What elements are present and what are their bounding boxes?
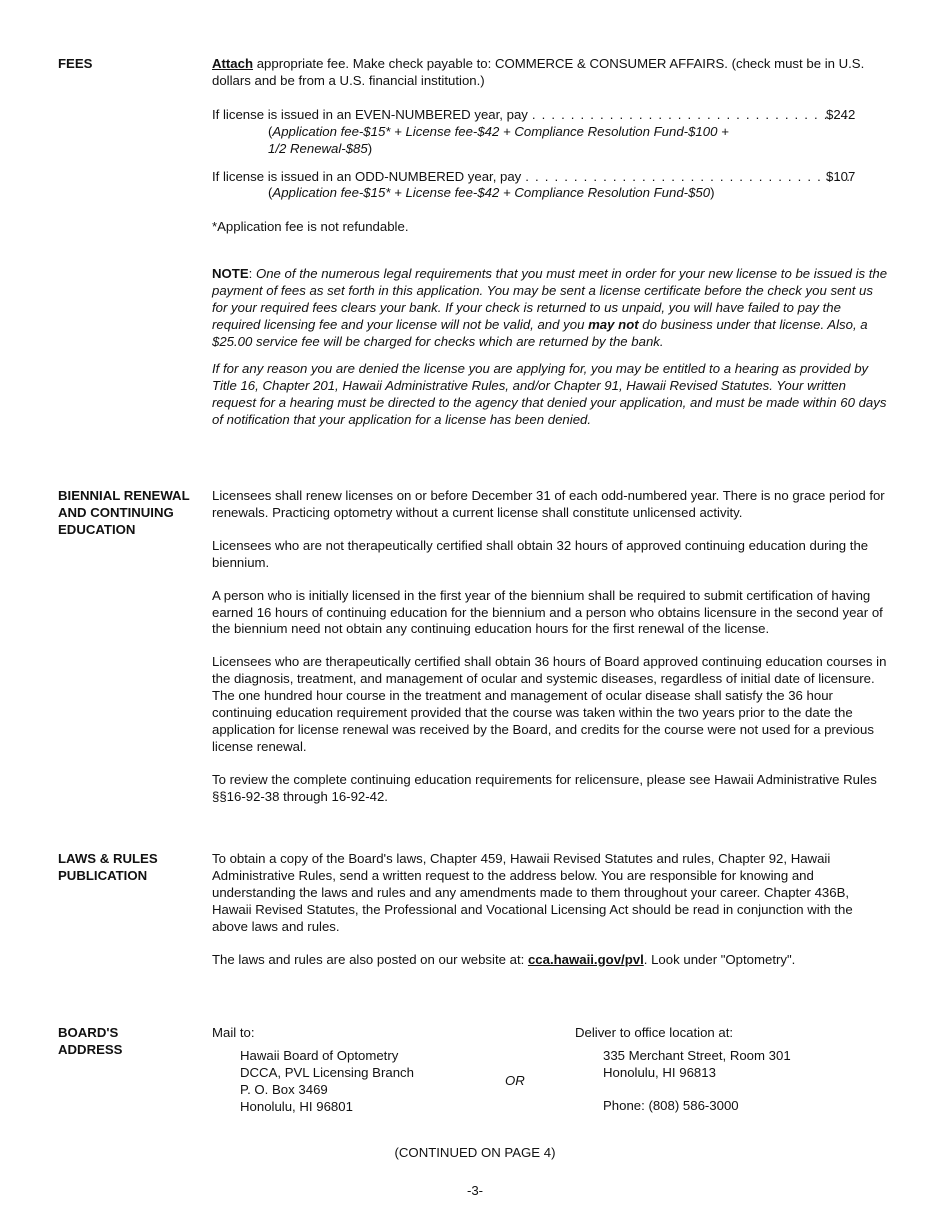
renewal-paragraph-2: Licensees who are not therapeutically certified shall obtain 32 hours of approved continuing education during the biennium. xyxy=(212,537,869,570)
laws-paragraph-1: To obtain a copy of the Board's laws, Chapter 459, Hawaii Revised Statutes and rules, Chapter 92, Hawaii Administrative Rules, send a written request to the address below. You are responsible for knowing and understanding the laws and rules and any amendments made to them throughout your career. Chapter 436B, Hawaii Revised Statutes, the Professional and Vocational Licensing Act should be read in conjunction with the above laws and rules. xyxy=(212,851,853,934)
deliver-line: 335 Merchant Street, Room 301 xyxy=(603,1047,791,1063)
laws-paragraph-2: The laws and rules are also posted on our website at: cca.hawaii.gov/pvl. Look under "Optometry". xyxy=(212,951,796,967)
deliver-heading: Deliver to office location at: xyxy=(575,1025,734,1040)
even-year-text: If license is issued in an EVEN-NUMBERED year, pay xyxy=(212,106,528,122)
odd-year-text: If license is issued in an ODD-NUMBERED year, pay xyxy=(212,168,522,184)
even-year-detail-2: 1/2 Renewal-$85 xyxy=(268,140,368,156)
hearing-note: If for any reason you are denied the license you are applying for, you may be entitled to a hearing as provided by Title 16, Chapter 201, Hawaii Administrative Rules, and/or Chapter 91, Hawaii Revised Statutes. Your written request for a hearing must be directed to the agency that denied your application, and must be made within 60 days of notification that your application for a license has been denied. xyxy=(212,360,887,427)
fees-label: FEES xyxy=(58,56,93,71)
continued-note: (CONTINUED ON PAGE 4) xyxy=(394,1145,556,1160)
renewal-paragraph-1: Licensees shall renew licenses on or before December 31 of each odd-numbered year. There is no grace period for renewals. Practicing optometry without a current license shall constitute unlicensed activity. xyxy=(212,488,885,520)
deliver-line: Honolulu, HI 96813 xyxy=(603,1064,716,1080)
even-year-amount: $242 xyxy=(826,106,856,122)
renewal-paragraph-5: To review the complete continuing education requirements for relicensure, please see Hawaii Administrative Rules §§16-92-38 through 16-92-42. xyxy=(212,771,877,804)
mail-line: Honolulu, HI 96801 xyxy=(240,1098,353,1114)
renewal-paragraph-4: Licensees who are therapeutically certified shall obtain 36 hours of Board approved continuing education courses in the diagnosis, treatment, and management of ocular and systemic diseases, regardless of initial date of licensure. The one hundred hour course in the treatment and management of ocular disease shall satisfy the 36 hour continuing education requirement provided that the course was taken within the two years prior to the date the application for license renewal was received by the Board, and credits for the course were not used for a previous license renewal. xyxy=(212,654,887,754)
renewal-paragraph-3: A person who is initially licensed in the first year of the biennium shall be required to submit certification of having earned 16 hours of continuing education for the biennium and a person who obtains licensure in the second year of the biennium need not obtain any continuing education hours for the first renewal of the license. xyxy=(212,587,883,637)
odd-year-detail: Application fee-$15* + License fee-$42 + Compliance Resolution Fund-$50 xyxy=(272,185,711,201)
payment-note: NOTE: One of the numerous legal requirements that you must meet in order for your new license to be issued is the payment of fees as set forth in this application. You may be sent a license certificate before the check you sent us for your required fees clears your bank. If your check is returned to us unpaid, you will have failed to pay the required licensing fee and your license will not be valid, and you may not do business under that license. Also, a $25.00 service fee will be charged for checks which are returned by the bank. xyxy=(212,266,888,349)
website-link[interactable]: cca.hawaii.gov/pvl xyxy=(527,951,644,967)
attach-fee-instructions: Attach appropriate fee. Make check payable to: COMMERCE & CONSUMER AFFAIRS. (check must be in U.S. dollars and be from a U.S. financial institution.) xyxy=(212,56,865,88)
deliver-address-block xyxy=(575,1025,791,1115)
dot-leader xyxy=(525,169,851,186)
address-label: BOARD'S ADDRESS xyxy=(58,1025,123,1057)
dot-leader xyxy=(532,107,851,124)
laws-label: LAWS & RULES PUBLICATION xyxy=(58,851,158,883)
renewal-label: BIENNIAL RENEWAL AND CONTINUING EDUCATION xyxy=(58,488,190,537)
odd-year-amount: $107 xyxy=(826,168,856,184)
or-separator: OR xyxy=(505,1073,525,1088)
nonrefundable-note: *Application fee is not refundable. xyxy=(212,219,409,235)
mail-line: DCCA, PVL Licensing Branch xyxy=(240,1064,414,1080)
mail-address-block xyxy=(212,1025,414,1116)
mail-heading: Mail to: xyxy=(212,1025,255,1040)
page-number: -3- xyxy=(466,1183,484,1198)
attach-word: Attach xyxy=(212,56,254,71)
mail-line: P. O. Box 3469 xyxy=(240,1081,328,1097)
even-year-fee: If license is issued in an EVEN-NUMBERED year, pay . . . $242 (Application fee-$15* + License fee-$42 + Compliance Resolution Fund-$100 + 1/2 Renewal-$85) xyxy=(212,107,890,158)
phone-number: Phone: (808) 586-3000 xyxy=(603,1097,739,1113)
even-year-detail-1: Application fee-$15* + License fee-$42 + Compliance Resolution Fund-$100 + xyxy=(272,123,729,139)
mail-line: Hawaii Board of Optometry xyxy=(240,1047,399,1063)
odd-year-fee: If license is issued in an ODD-NUMBERED year, pay . . . $107 (Application fee-$15* + License fee-$42 + Compliance Resolution Fund-$50) xyxy=(212,169,890,203)
